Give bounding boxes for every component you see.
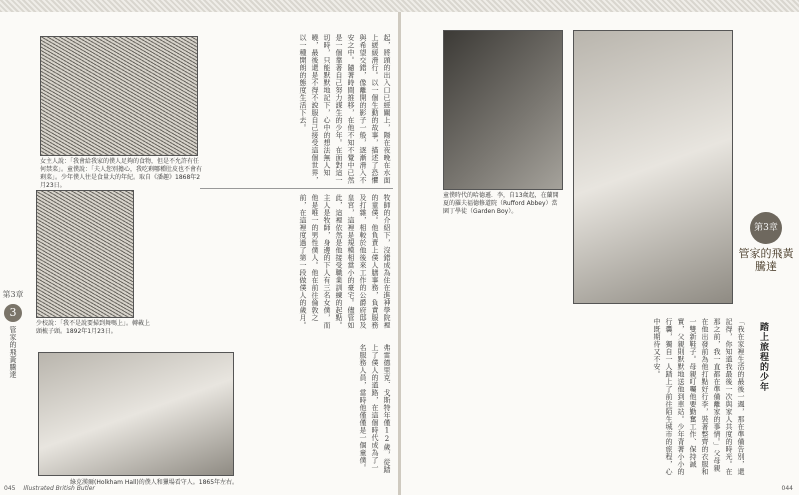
butler-cartoon-illustration bbox=[36, 190, 134, 318]
book-title-footer: Illustrated British Butler bbox=[23, 485, 95, 492]
top-image-caption: 女主人說：「我會給我家的僕人足夠的食物，但是不允許有任何禁菜」。童僕說：「夫人您別擔心，我吃剩哪種肚皮也不會有剩菜」。少年僕人往是食量大的年紀。取自《潘趣》1868年2月23日。 bbox=[40, 158, 203, 189]
right-page bbox=[401, 12, 799, 495]
section-title: 踏上旅程的少年 bbox=[758, 322, 768, 392]
chapter-title: 管家的飛黃騰達 bbox=[738, 247, 794, 273]
side-tab-chapter-number: 3 bbox=[4, 304, 22, 322]
left-page bbox=[0, 12, 398, 495]
middle-image-caption: 少校說：「我不是說要掃到舞嗎上」。轉載上頭梳子頭。1892年1月23日。 bbox=[36, 320, 151, 335]
column-divider bbox=[200, 188, 393, 189]
footer-right bbox=[782, 485, 793, 492]
side-tab-running-title: 管家的飛黃騰達 bbox=[9, 326, 17, 379]
chapter-side-tab bbox=[2, 290, 24, 379]
page-number-left: 045 bbox=[4, 485, 16, 492]
continued-body-text: 弗雷德里克．戈斯特年僅12歲，從踏上了僕人的道路，在這個時代成為了一名服務人員，當時他僅僅是一個童僕。 bbox=[359, 344, 391, 474]
victorian-cartoon-illustration bbox=[40, 36, 198, 156]
side-tab-chapter-label: 第3章 bbox=[2, 290, 24, 299]
top-border-pattern bbox=[0, 0, 799, 12]
chapter-badge: 第3章 bbox=[750, 212, 782, 244]
footer-left bbox=[4, 485, 95, 492]
lower-body-text: 牧師的介紹下，沒錯成為住在進神學院裡的童僕。他負責上僕人膳事務，負責服務及打雜，相較於他後來工作的公爵府邸及皇宮，這裡是規模相當小的豪宅。儘管如此，這裡依然是他接受職業訓練的起點。主人是牧師，身邊的下人有三名女僕，而他是唯一的男性僕人。他在前往倫敦之前，在這裡度過了第一段做僕人的歲月。 bbox=[299, 194, 391, 329]
bottom-image-caption: 綠克漢爾(Holkham Hall)的僕人和獵場看守人。1865年左右。 bbox=[70, 479, 239, 486]
page-number-right: 044 bbox=[781, 485, 793, 492]
upper-body-text: 起，將頭的出入口已經關上，陽在夜晚在水面上緩緩滑行。以一個生動的故事，描述了恐懼與希望交錯，像離開的影子一般，逐漸滑入不安之中。隨著時間推移，在他不知不覺中已然是一個靠著自己努力謀生的少年。在面對這一切時，只能默默地記下，心中的想法無人知曉，最後還是不得不說服自己接受這個世界，以一種開朗的態度生活下去。 bbox=[299, 34, 391, 184]
young-servant-portrait-photograph bbox=[573, 30, 733, 304]
chapter-heading bbox=[737, 212, 795, 273]
servants-group-photograph bbox=[38, 352, 234, 476]
page-boy-photograph bbox=[443, 30, 563, 190]
right-body-text: 「我在家裡生活的最後一週，那在準備告別，還記得，你知道我最後一次與家人共度的時光。在那之前，我一直都在準備離家的事情。」父母親在他出發前為他打點好行李，裝著整齊的衣服和一雙新鞋子。母親叮囑他要勤奮工作、保持誠實，父親則默默地送他到車站。少年背著小小的行囊，獨自一人踏上了前往陌生城市的旅程，心中既期待又不安。 bbox=[653, 318, 745, 476]
left-photo-caption: 童僕時代的哈德遜．李，自13歲起，在蘭開夏的羅夫福德修道院（Rufford Abbey）當園丁學徒（Garden Boy）。 bbox=[443, 192, 559, 215]
